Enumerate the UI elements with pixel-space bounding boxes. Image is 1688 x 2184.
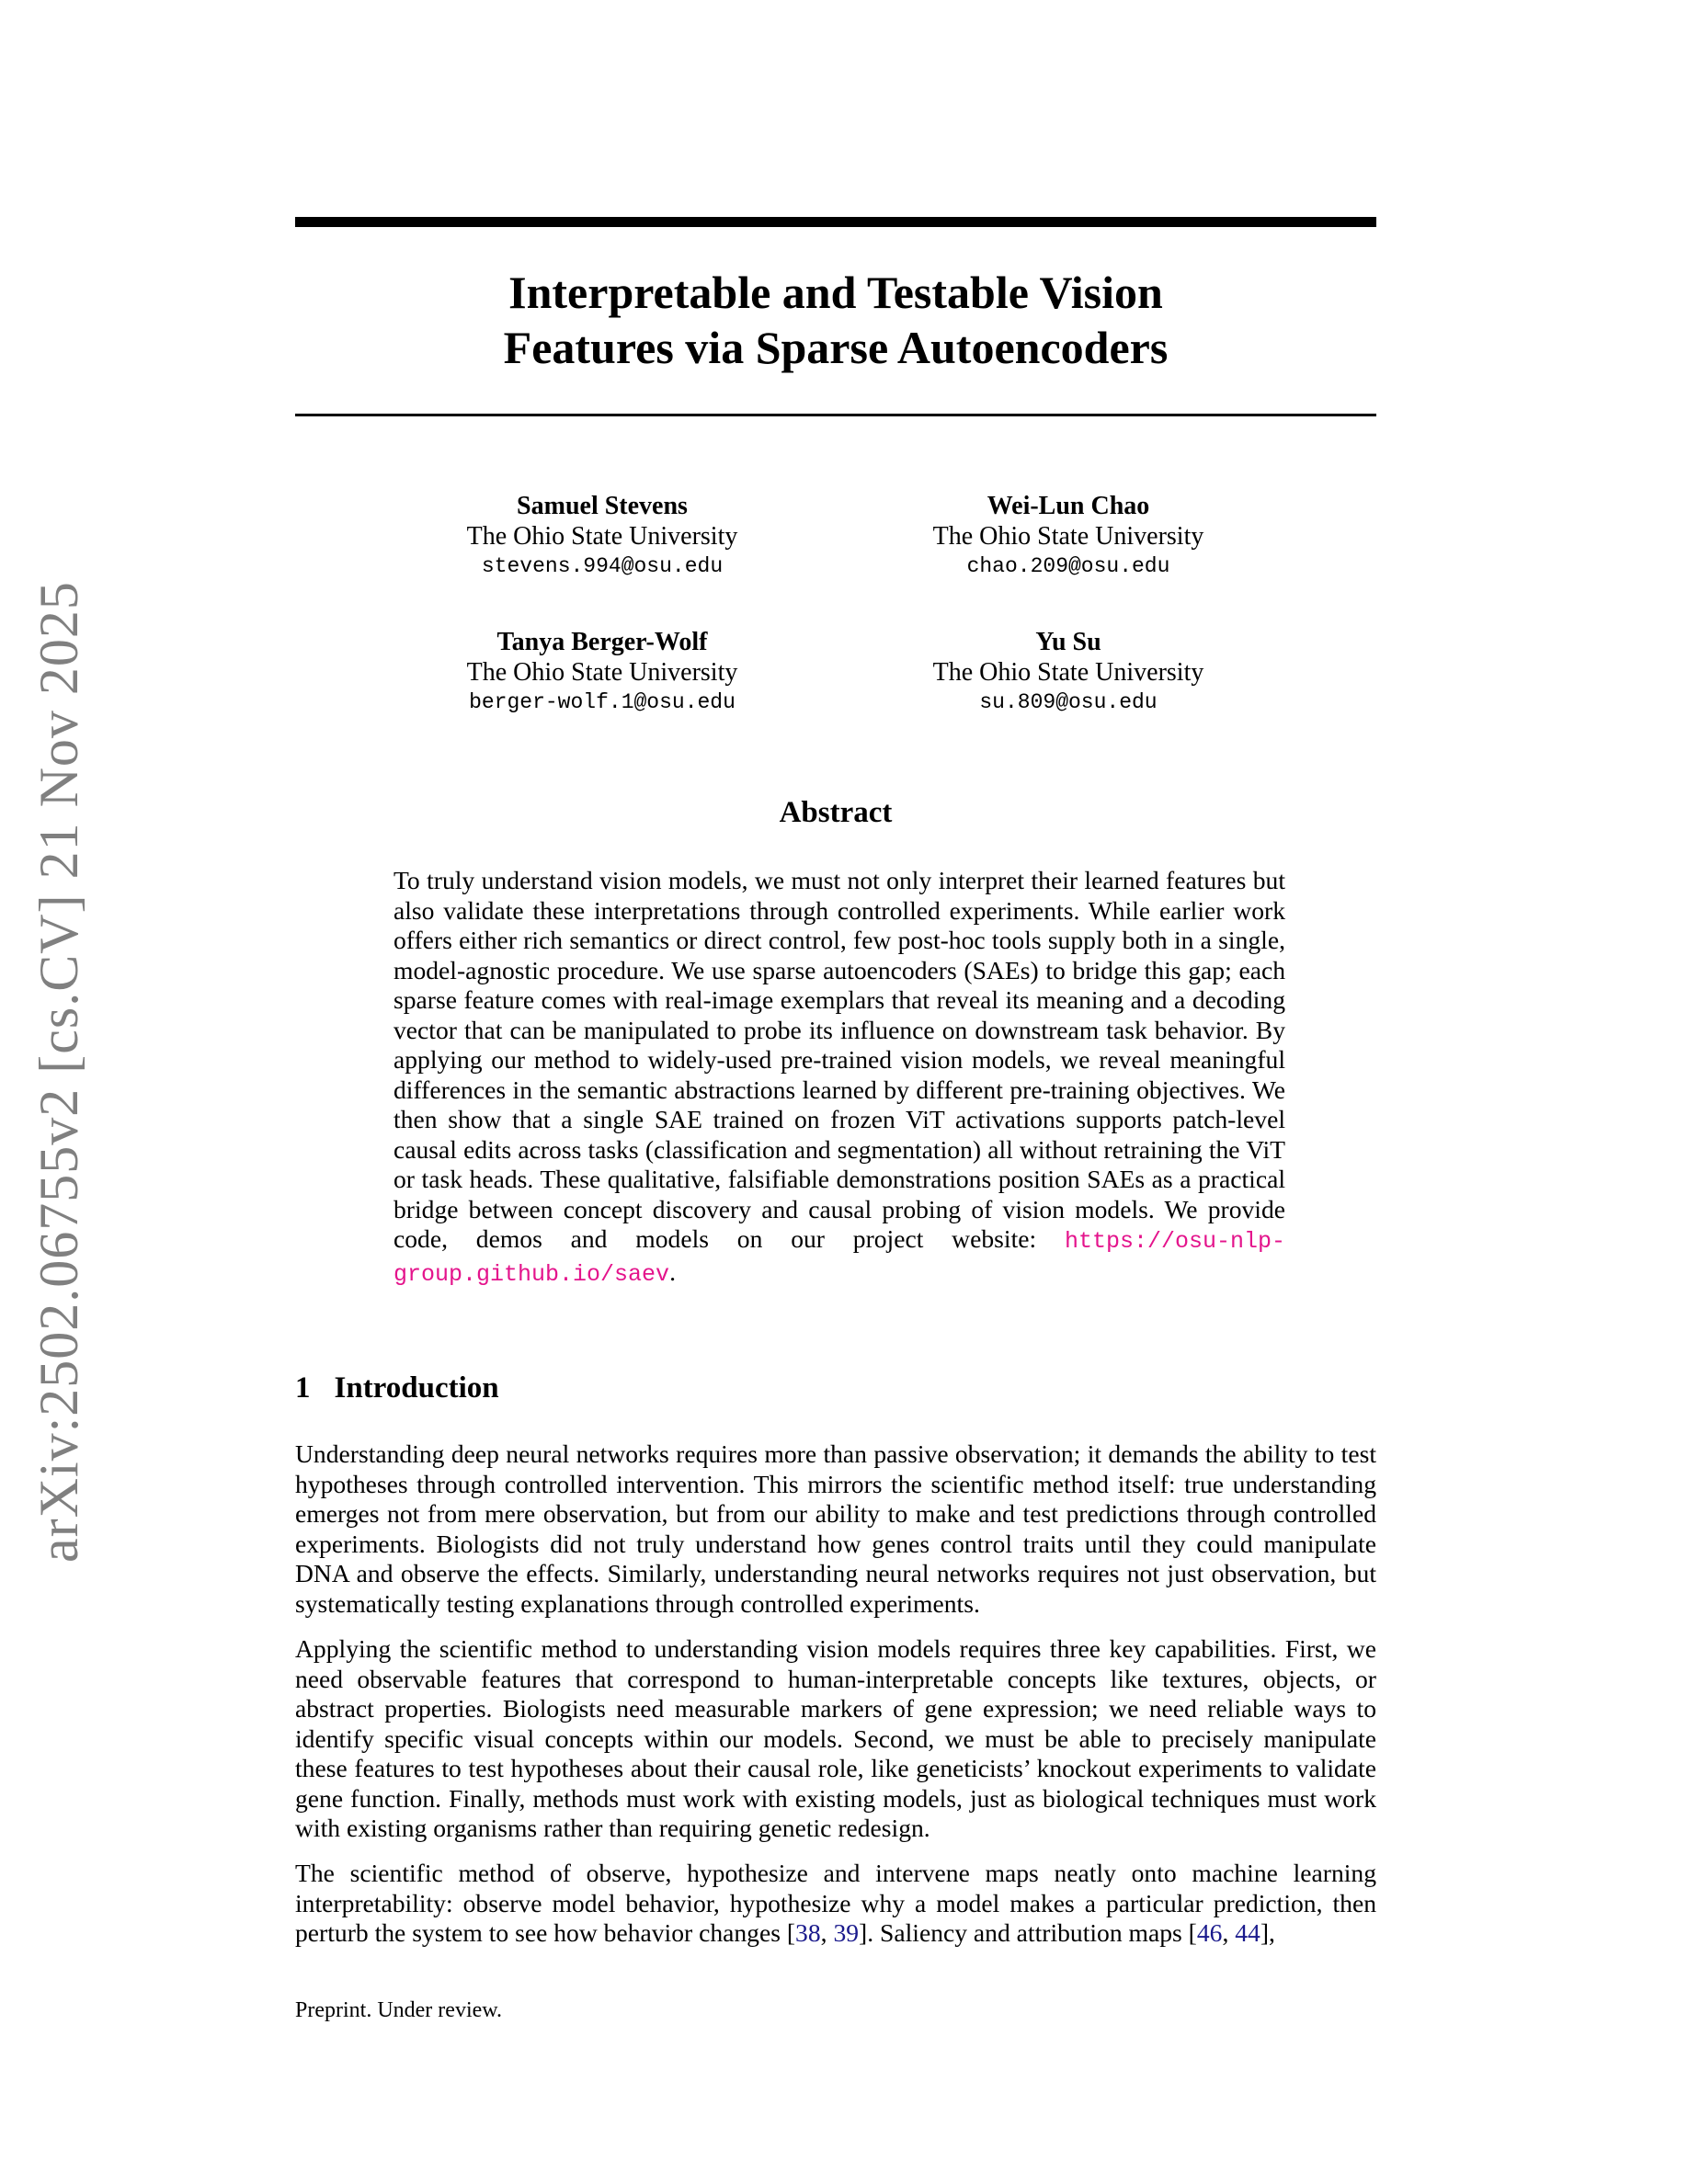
- section-heading: [295, 1371, 499, 1405]
- paper-title: [295, 265, 1376, 375]
- paragraph: Understanding deep neural networks requires more than passive observation; it demands the ability to test hypotheses through controlled intervention. This mirrors the scientific method itself: true understanding emerges not from mere observation, but from our ability to make and test predictions through controlled experiments. Biologists did not truly understand how genes control traits until they could manipulate DNA and observe the effects. Similarly, understanding neural networks requires not just observation, but systematically testing explanations through controlled experiments.: [295, 1439, 1376, 1618]
- text: ,: [820, 1918, 834, 1947]
- author-affiliation: The Ohio State University: [466, 658, 738, 687]
- title-line: Interpretable and Testable Vision: [508, 267, 1163, 318]
- text: ]. Saliency and attribution maps [: [859, 1918, 1197, 1947]
- text: ,: [1222, 1918, 1236, 1947]
- project-website-link[interactable]: https://osu-nlp-group.github.io/saev: [393, 1228, 1285, 1288]
- author-affiliation: The Ohio State University: [932, 522, 1204, 551]
- author-email: su.809@osu.edu: [979, 690, 1158, 714]
- section-number: 1: [295, 1371, 311, 1405]
- author-name: Yu Su: [1035, 628, 1101, 656]
- author-email: stevens.994@osu.edu: [481, 554, 724, 578]
- title-rule-top: [295, 217, 1376, 227]
- abstract-heading: Abstract: [779, 796, 893, 829]
- author-email: chao.209@osu.edu: [966, 554, 1170, 578]
- abstract-text: To truly understand vision models, we must not only interpret their learned features but also validate these interpretations through controlled experiments. While earlier work offers either rich semantics or direct control, few post-hoc tools supply both in a single, model-agnostic procedure. We use sparse autoencoders (SAEs) to bridge this gap; each sparse feature comes with real-image exemplars that reveal its meaning and a decoding vector that can be manipulated to probe its influence on downstream task behavior. By applying our method to widely-used pre-trained vision models, we reveal meaningful differences in the semantic abstractions learned by different pre-training objectives. We then show that a single SAE trained on frozen ViT activations supports patch-level causal edits across tasks (classification and segmentation) all without retraining the ViT or task heads. These qualitative, falsifiable demonstrations position SAEs as a practical bridge between concept discovery and causal probing of vision models. We provide code, demos and models on our project website:: [393, 866, 1285, 1253]
- author-affiliation: The Ohio State University: [466, 522, 738, 551]
- citation-link[interactable]: 39: [833, 1918, 860, 1947]
- citation-link[interactable]: 38: [795, 1918, 821, 1947]
- author-email: berger-wolf.1@osu.edu: [469, 690, 736, 714]
- abstract-body: [393, 866, 1285, 1290]
- author-affiliation: The Ohio State University: [932, 658, 1204, 687]
- author-block: [829, 627, 1307, 718]
- title-rule-bottom: [295, 414, 1376, 416]
- paragraph: Applying the scientific method to understanding vision models requires three key capabilities. First, we need observable features that correspond to human-interpretable concepts like textures, objects, or abstract properties. Biologists need measurable markers of gene expression; we need reliable ways to identify specific visual concepts within our models. Second, we must be able to precisely manipulate these features to test hypotheses about their causal role, like geneticists’ knockout experiments to validate gene function. Finally, methods must work with existing models, just as biological techniques must work with existing organisms rather than requiring genetic redesign.: [295, 1634, 1376, 1842]
- citation-link[interactable]: 46: [1196, 1918, 1223, 1947]
- abstract-end: .: [669, 1257, 676, 1286]
- text: The scientific method of observe, hypothesize and intervene maps neatly onto machine learning interpretability: observe model behavior, hypothesize why a model makes a particular prediction, then perturb the system to see how behavior changes [: [295, 1859, 1376, 1947]
- footer-note: Preprint. Under review.: [295, 1998, 503, 2022]
- title-line: Features via Sparse Autoencoders: [503, 322, 1169, 373]
- author-name: Samuel Stevens: [517, 492, 688, 520]
- author-block: [829, 491, 1307, 582]
- author-block: [363, 627, 841, 718]
- author-name: Tanya Berger-Wolf: [496, 628, 708, 656]
- author-block: [363, 491, 841, 582]
- author-name: Wei-Lun Chao: [987, 492, 1150, 520]
- text: ],: [1260, 1918, 1275, 1947]
- paragraph: [295, 1859, 1376, 1949]
- arxiv-stamp: arXiv:2502.06755v2 [cs.CV] 21 Nov 2025: [29, 581, 89, 1563]
- citation-link[interactable]: 44: [1235, 1918, 1260, 1947]
- section-title: Introduction: [334, 1371, 499, 1405]
